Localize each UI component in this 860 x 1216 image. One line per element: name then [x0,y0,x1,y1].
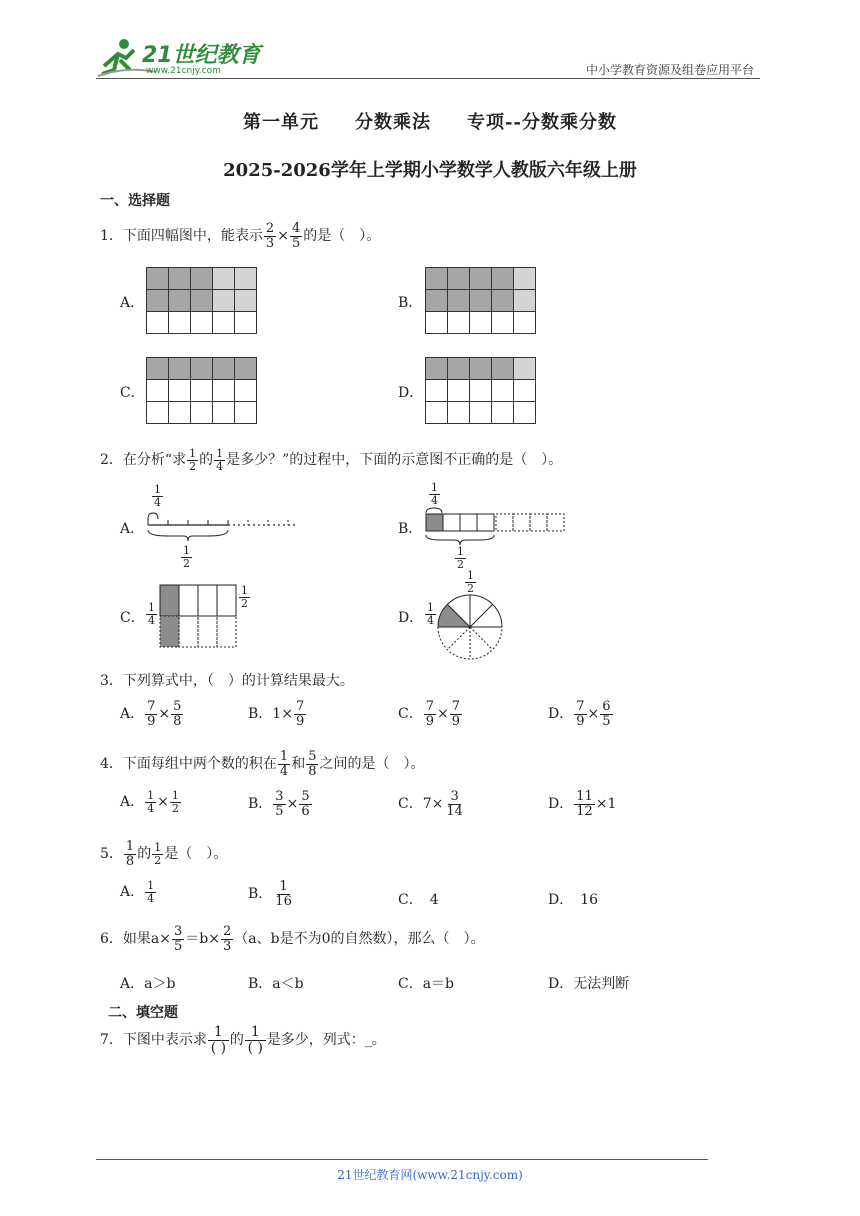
q5-option-d[interactable]: D． 16 [548,892,599,908]
q1-option-c[interactable]: C． [120,385,145,401]
q3-option-b[interactable]: B．1× $\frac{7}{9}$ [248,699,305,729]
q2c-grid-diagram [158,583,240,653]
q2d-half-label: $\frac{1}{2}$ [467,569,474,595]
question-4: 4．下面每组中两个数的积在 $\frac{1}{4}$ 和 $\frac{5}{8}$ 之间的是（ ）。 [100,749,425,779]
logo [96,36,266,80]
footer-link[interactable]: 21世纪教育网(www.21cnjy.com) [337,1168,523,1182]
q2-option-c[interactable]: C． [120,610,145,626]
title-topic: 分数乘法 [355,112,432,133]
q1-grid-b [425,267,536,334]
question-7: 7．下图中表示求 $\frac{1}{( )}$ 的 $\frac{1}{( )}$ 是多少，列式：_。 [100,1024,386,1056]
platform-label: 中小学教育资源及组卷应用平台 [585,63,754,77]
q3-option-a[interactable]: A． $\frac{7}{9}$ × $\frac{5}{8}$ [120,699,182,729]
q2-option-d[interactable]: D． [398,610,424,626]
q1-option-d[interactable]: D． [398,385,424,401]
q4-option-d[interactable]: D． $\frac{11}{12}$ ×1 [548,789,617,819]
q6-option-c[interactable]: C．a＝b [398,976,455,992]
logo-text: 21世纪教育 [142,43,261,68]
q2c-quarter-label: $\frac{1}{4}$ [148,601,155,627]
q4-option-c[interactable]: C．7× $\frac{3}{14}$ [398,789,463,819]
question-1: 1．下面四幅图中，能表示 $\frac{2}{3}$ × $\frac{4}{5}$ 的是（ ）。 [100,221,381,251]
q1-grid-a [146,267,257,334]
q4-option-a[interactable]: A． $\frac{1}{4}$ × $\frac{1}{2}$ [120,789,179,815]
q1-grid-d [425,357,536,424]
q1-option-b[interactable]: B． [398,295,423,311]
q5-option-a[interactable]: A． $\frac{1}{4}$ [120,879,155,905]
q3-option-d[interactable]: D． $\frac{7}{9}$ × $\frac{6}{5}$ [548,699,611,729]
question-2: 2．在分析“求 $\frac{1}{2}$ 的 $\frac{1}{4}$ 是多少？”的过程中，下面的示意图不正确的是（ ）。 [100,447,563,473]
q2d-circle-diagram [434,593,506,663]
page-subtitle: 2025-2026学年上学期小学数学人教版六年级上册 [223,160,637,181]
q1-grid-c [146,357,257,424]
q4-option-b[interactable]: B． $\frac{3}{5}$ × $\frac{5}{6}$ [248,789,310,819]
q5-option-b[interactable]: B． $\frac{1}{16}$ [248,879,292,909]
q6-option-b[interactable]: B．a＜b [248,976,304,992]
q6-option-d[interactable]: D．无法判断 [548,976,630,992]
section-heading-fill: 二、填空题 [108,1005,178,1021]
footer-divider [96,1159,708,1160]
q2a-half-label: $\frac{1}{2}$ [183,544,190,570]
title-unit: 第一单元 [243,112,320,133]
question-6: 6．如果a× $\frac{3}{5}$ ＝b× $\frac{2}{3}$ （a、b是不为0的自然数），那么（ ）。 [100,924,485,954]
q2-option-b[interactable]: B． [398,521,423,537]
q3-option-c[interactable]: C． $\frac{7}{9}$ × $\frac{7}{9}$ [398,699,461,729]
q6-option-a[interactable]: A．a＞b [120,976,176,992]
q5-option-c[interactable]: C． 4 [398,892,439,908]
q2d-quarter-label: $\frac{1}{4}$ [427,601,434,627]
section-heading-choice: 一、选择题 [100,193,170,209]
q2b-bar-diagram [420,505,570,547]
question-5: 5． $\frac{1}{8}$ 的 $\frac{1}{2}$ 是（ ）。 [100,839,228,869]
page-title [0,108,860,134]
q2a-line-diagram [140,505,310,545]
logo-url: www.21cnjy.com [146,66,221,76]
q2c-half-label: $\frac{1}{2}$ [241,584,248,610]
header-divider [96,78,760,79]
title-special: 专项--分数乘分数 [467,112,617,133]
q2b-half-label: $\frac{1}{2}$ [457,545,464,571]
q1-option-a[interactable]: A． [120,295,145,311]
q2b-quarter-label: $\frac{1}{4}$ [431,481,438,507]
q2a-quarter-label: $\frac{1}{4}$ [154,483,161,509]
q2-option-a[interactable]: A． [120,521,145,537]
question-3: 3．下列算式中，（ ）的计算结果最大。 [100,673,354,689]
